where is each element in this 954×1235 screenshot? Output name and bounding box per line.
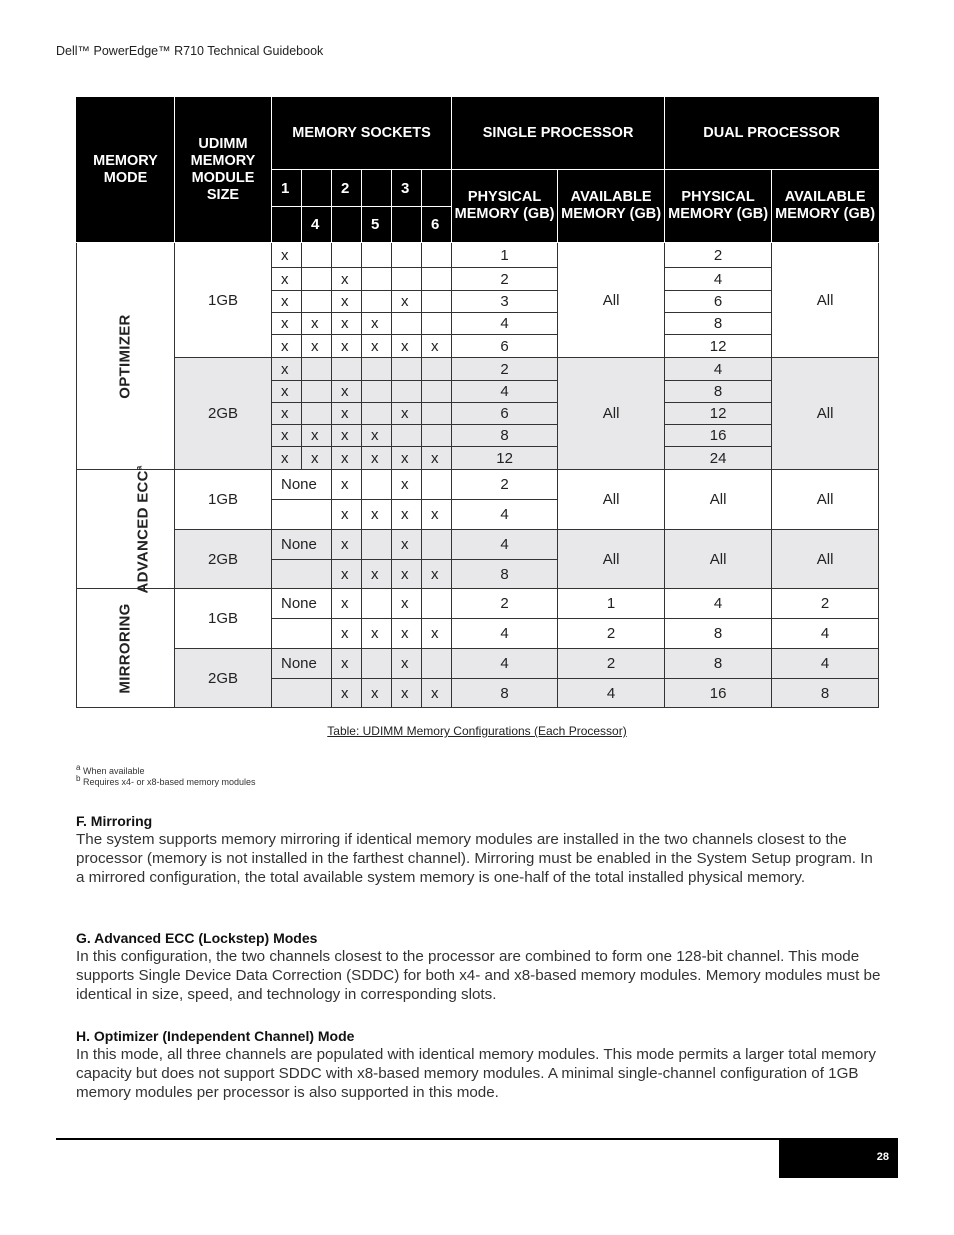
table-row: x x x x x x 6 12 <box>77 335 879 358</box>
socket-label-5: 5 <box>362 207 392 243</box>
table-row: x x x x 4 2 8 4 <box>77 619 879 649</box>
mode-advanced-ecc: ADVANCED ECC$^a$ <box>77 470 175 589</box>
socket-label-3: 3 <box>392 170 422 207</box>
table-row: x x x x 8 4 16 8 <box>77 679 879 708</box>
udimm-memory-table <box>76 97 879 708</box>
table-row: x x x 3 6 <box>77 291 879 313</box>
section-heading: H. Optimizer (Independent Channel) Mode <box>76 1028 355 1044</box>
table-row: x x x x x x 12 24 <box>77 447 879 470</box>
header-udimm-size: UDIMM MEMORY MODULE SIZE <box>175 98 272 243</box>
section-body: The system supports memory mirroring if identical memory modules are installed in the two channels closest to the processor (memory is not installed in the farthest channel). Mirroring must be enabled in the System Setup program. In a mirrored configuration, the total available system memory is one-half of the total installed physical memory. <box>76 831 873 886</box>
table-row: 2GB None x x 4 2 8 4 <box>77 649 879 679</box>
footer-divider <box>56 1138 898 1140</box>
footnote-b: $^b$ Requires x4- or x8-based memory modules <box>76 774 256 787</box>
section-advanced-ecc <box>76 929 884 1004</box>
footnote-a: $^a$ When available <box>76 763 145 776</box>
socket-label-1: 1 <box>272 170 302 207</box>
mode-mirroring: MIRRORING <box>77 589 175 708</box>
section-body: In this configuration, the two channels closest to the processor are combined to form one 128-bit channel. This mode supports Single Device Data Correction (SDDC) for both x4- and x8-based memory modules. Memory modules must be identical in size, speed, and technology in corresponding slots. <box>76 948 881 1003</box>
socket-label-2: 2 <box>332 170 362 207</box>
module-size-cell: 2GB <box>175 649 272 708</box>
section-optimizer <box>76 1027 884 1102</box>
page-number-box <box>779 1139 898 1178</box>
table-row: x x x x 8 <box>77 560 879 589</box>
mode-optimizer: OPTIMIZER <box>77 243 175 470</box>
module-size-cell: 1GB <box>175 243 272 358</box>
section-heading: F. Mirroring <box>76 813 153 829</box>
table-row: x x 4 8 <box>77 381 879 403</box>
socket-label-4: 4 <box>302 207 332 243</box>
table-row: x x x x 4 8 <box>77 313 879 335</box>
header-dual-available: AVAILABLE MEMORY (GB) <box>772 170 879 243</box>
section-heading: G. Advanced ECC (Lockstep) Modes <box>76 930 318 946</box>
header-memory-sockets: MEMORY SOCKETS <box>272 98 452 170</box>
module-size-cell: 2GB <box>175 358 272 470</box>
header-single-physical: PHYSICAL MEMORY (GB) <box>452 170 558 243</box>
header-memory-mode: MEMORY MODE <box>77 98 175 243</box>
table-row: MIRRORING 1GB None x x 2 1 4 2 <box>77 589 879 619</box>
table-row: OPTIMIZER 1GB x 1 All 2 All <box>77 243 879 268</box>
table-row: x x x x 8 16 <box>77 425 879 447</box>
table-row: x x 2 4 <box>77 268 879 291</box>
module-size-cell: 1GB <box>175 589 272 649</box>
header-dual-processor: DUAL PROCESSOR <box>665 98 879 170</box>
section-mirroring <box>76 812 884 887</box>
document-header-title: Dell™ PowerEdge™ R710 Technical Guidebook <box>56 44 324 58</box>
table-row: ADVANCED ECC$^a$ 1GB None x x 2 All All All <box>77 470 879 500</box>
header-single-available: AVAILABLE MEMORY (GB) <box>558 170 665 243</box>
table-row: x x x x 4 <box>77 500 879 530</box>
table-row: 2GB x 2 All 4 All <box>77 358 879 381</box>
module-size-cell: 2GB <box>175 530 272 589</box>
header-dual-physical: PHYSICAL MEMORY (GB) <box>665 170 772 243</box>
table-row: x x x 6 12 <box>77 403 879 425</box>
module-size-cell: 1GB <box>175 470 272 530</box>
header-single-processor: SINGLE PROCESSOR <box>452 98 665 170</box>
section-body: In this mode, all three channels are populated with identical memory modules. This mode permits a larger total memory capacity but does not support SDDC with x8-based memory modules. A minimal single-channel configuration of 1GB memory modules per processor is also supported in this mode. <box>76 1046 876 1101</box>
table-row: 2GB None x x 4 All All All <box>77 530 879 560</box>
page-number: 28 <box>876 1151 889 1163</box>
socket-label-6: 6 <box>422 207 452 243</box>
table-caption: Table: UDIMM Memory Configurations (Each Processor) <box>327 724 627 738</box>
